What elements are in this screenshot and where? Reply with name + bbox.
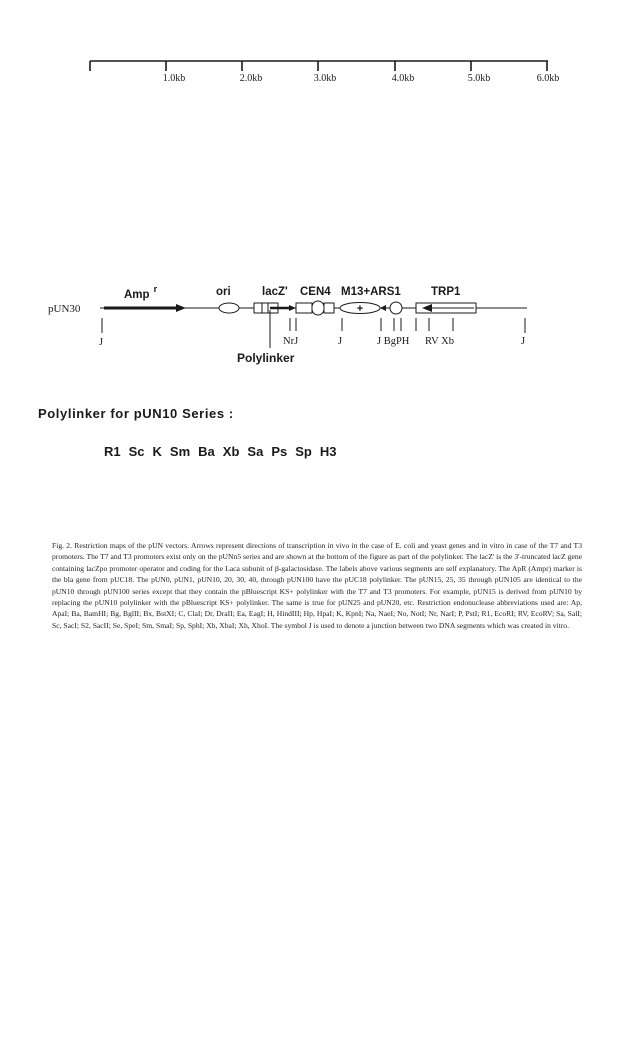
polylinker-site: H3 xyxy=(319,444,337,459)
site-label-j-left: J xyxy=(99,337,104,348)
site-label-nr-j: NrJ xyxy=(283,336,299,347)
polylinker-site: Xb xyxy=(222,444,240,459)
figure-caption xyxy=(52,540,582,631)
ori-label: ori xyxy=(216,286,231,298)
m13-ars1-label: M13+ARS1 xyxy=(341,286,401,298)
trp1-label: TRP1 xyxy=(431,286,461,298)
scale-tick-label: 3.0kb xyxy=(313,73,337,84)
polylinker-site: R1 xyxy=(104,444,121,459)
site-label-j-mid: J xyxy=(338,336,343,347)
ars1-element xyxy=(390,302,402,314)
polylinker-label: Polylinker xyxy=(237,351,295,365)
polylinker-site: K xyxy=(152,444,162,459)
scale-tick-label: 5.0kb xyxy=(467,73,491,84)
cen4-small-box xyxy=(324,303,334,313)
cen4-label: CEN4 xyxy=(300,286,331,298)
scale-tick-label: 6.0kb xyxy=(536,73,560,84)
polylinker-site: Sc xyxy=(128,444,145,459)
scale-bar xyxy=(90,61,548,71)
polylinker-site: Ps xyxy=(271,444,288,459)
amp-label: Amp $^r$ xyxy=(124,284,158,301)
site-label-j-bgph: J BgPH xyxy=(377,336,410,347)
site-label-rv-xb: RV Xb xyxy=(425,336,455,347)
m13-plus-sign: + xyxy=(356,303,364,315)
polylinker-site: Sa xyxy=(247,444,264,459)
scale-tick-label: 4.0kb xyxy=(391,73,415,84)
scale-tick-label: 2.0kb xyxy=(239,73,263,84)
amp-arrowhead xyxy=(176,304,186,312)
polylinker-site: Sm xyxy=(169,444,191,459)
plasmid-name: pUN30 xyxy=(48,303,81,315)
ori-element xyxy=(219,303,239,313)
lacz-label: lacZ' xyxy=(262,286,288,298)
site-label-j-right: J xyxy=(521,336,526,347)
polylinker-site-list xyxy=(104,444,336,459)
polylinker-series-title: Polylinker for pUN10 Series : xyxy=(38,406,234,421)
cen4-element xyxy=(312,301,324,315)
polylinker-site: Sp xyxy=(295,444,312,459)
cen4-box xyxy=(296,303,312,313)
scale-tick-label: 1.0kb xyxy=(162,73,186,84)
m13-arrowhead xyxy=(380,305,386,311)
caption-text: Fig. 2. Restriction maps of the pUN vectors. Arrows represent directions of transcription in vivo in the case of E. coli and yeast genes and in vitro in case of the T7 and T3 promoters. The T7 and T3 promoters exist only on the pUNn5 series and are shown at the bottom of the figure as part of the polylinker. The lacZ' is the 3'-truncated lacZ gene containing lacZpo promoter operator and coding for the Laca subunit of β-galactosidase. The labels above various segments are self explanatory. The ApR (Ampr) marker is the bla gene from pUC18. The pUN0, pUN1, pUN10, 20, 30, 40, through pUN100 have the pUC18 polylinker. The pUN15, 25, 35 through pUN105 are identical to the pUN10 through pUN100 series except that they contain the pBluescript KS+ polylinker with the T7 and T3 promoters. For example, pUN15 is derived from pUN10 by replacing the pUN10 polylinker with the pBluescript KS+ polylinker. The same is true for pUN25 and pUN20, etc. Restriction endonuclease abbreviations used are: Ap, ApaI; Ba, BamHI; Bg, BglII; Bx, BstXI; C, ClaI; Dr, DraII; Ea, EagI; H, HindIII; Hp, HpaI; K, KpnI; Na, NaeI; No, NotI; Nr, NarI; P, PstI; R1, EcoRI; RV, EcoRV; Sa, SalI; Sc, SacI; S2, SacII; Se, SpeI; Sm, SmaI; Sp, SphI; Xb, XbaI; Xh, XhoI. The symbol J is used to denote a junction between two DNA segments which was created in vitro. xyxy=(52,541,582,630)
lacz-arrowhead xyxy=(289,305,296,311)
polylinker-site: Ba xyxy=(198,444,215,459)
